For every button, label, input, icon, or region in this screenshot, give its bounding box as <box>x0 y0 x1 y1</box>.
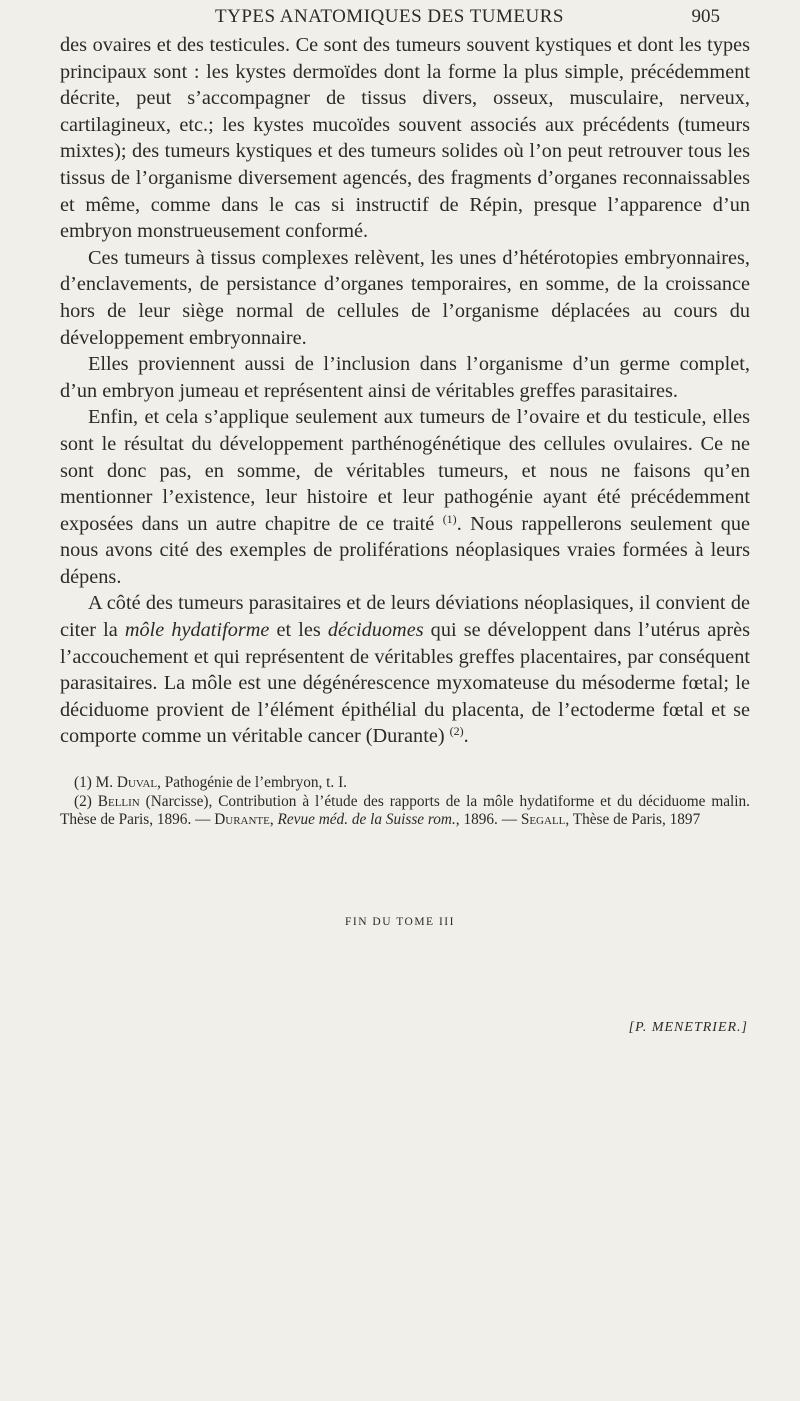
page-number: 905 <box>691 6 720 27</box>
footnote-2-author-2: Durante, <box>214 811 274 828</box>
paragraph-2: Ces tumeurs à tissus complexes relèvent, les unes d’hétérotopies embryonnaires, d’enclavements, de persistance d’organes temporaires, en somme, de la croissance hors de leur siège normal de cellules de l’organisme déplacées au cours du développement embryonnaire. <box>60 246 750 349</box>
paragraph-5-text-2: et les <box>269 619 328 642</box>
paragraph-4 <box>60 404 750 590</box>
paragraph-3: Elles proviennent aussi de l’inclusion dans l’organisme d’un germe complet, d’un embryon jumeau et représentent ainsi de véritables greffes parasitaires. <box>60 353 750 402</box>
paragraph-5-text-3: qui se développent dans l’utérus après l’accouchement et qui représentent de véritables greffes placentaires, par conséquent parasitaires. La môle est une dégénérescence myxomateuse du mésoderme fœtal; le déciduome provient de l’élément épithélial du placenta, de l’ectoderme fœtal et se comporte comme un véritable cancer (Durante) <box>60 619 750 748</box>
footnote-1-text: Pathogénie de l’embryon, t. I. <box>160 774 348 791</box>
footnote-ref-2: (2) <box>449 724 464 739</box>
footnote-2-journal: Revue méd. de la Suisse rom., <box>273 811 460 828</box>
footnotes <box>60 774 750 830</box>
paragraph-5-text-4: . <box>463 725 469 748</box>
footnote-2-author: Bellin <box>97 792 140 810</box>
footnote-ref-1: (1) <box>442 511 457 526</box>
footnote-2-marker: (2) <box>74 792 92 810</box>
footnote-2-text: (Narcisse), Contribution à l’étude des rapports de la môle hydatiforme et du déciduome malin. Thèse de Paris, 1896. — <box>60 792 750 828</box>
paragraph-5-text: A côté des tumeurs parasitaires et de leurs déviations néoplasiques, il convient de citer la <box>60 592 750 642</box>
page-header <box>0 6 800 32</box>
footnote-1-author: M. Duval, <box>95 774 161 791</box>
footnote-1-marker: (1) <box>74 774 92 791</box>
paragraph-4-text-end: . Nous rappellerons seulement que nous avons cité des exemples de proliférations néoplasiques vraies formées à leurs dépens. <box>60 512 751 588</box>
term-mole-hydatiforme: môle hydatiforme <box>124 619 270 642</box>
footnote-2-author-3: Segall, <box>520 811 570 828</box>
paragraph-5 <box>60 590 750 750</box>
paragraph-1: des ovaires et des testicules. Ce sont des tumeurs souvent kystiques et dont les types principaux sont : les kystes dermoïdes dont la forme la plus simple, précédemment décrite, peut s’accompagner de tissus divers, osseux, musculaire, nerveux, cartilagineux, etc.; les kystes mucoïdes souvent associés aux précédents (tumeurs mixtes); des tumeurs kystiques et des tumeurs solides où l’on peut retrouver tous les tissus de l’organisme diversement agencés, des fragments d’organes reconnaissables et même, comme dans le cas si instructif de Répin, presque l’apparence d’un embryon monstrueusement conformé. <box>60 34 750 243</box>
paragraph-4-text: Enfin, et cela s’applique seulement aux tumeurs de l’ovaire et du testicule, elles sont le résultat du développement parthénogénétique des cellules ovulaires. Ce ne sont donc pas, en somme, de véritables tumeurs, et nous ne faisons qu’en mentionner l’existence, leur histoire et leur pathogénie ayant été précédemment exposées dans un autre chapitre de ce traité <box>60 406 750 535</box>
term-deciduomes: déciduomes <box>327 619 424 642</box>
running-title: TYPES ANATOMIQUES DES TUMEURS <box>215 6 564 27</box>
printer-mark: [P. MENETRIER.] <box>628 1020 748 1035</box>
end-of-volume-note: FIN DU TOME III <box>345 916 455 928</box>
body-text <box>60 32 750 750</box>
footnote-2 <box>60 793 750 830</box>
footnote-2-text-3: Thèse de Paris, 1897 <box>569 811 701 828</box>
footnote-2-text-2: 1896. — <box>459 811 521 828</box>
footnote-1 <box>60 774 750 793</box>
